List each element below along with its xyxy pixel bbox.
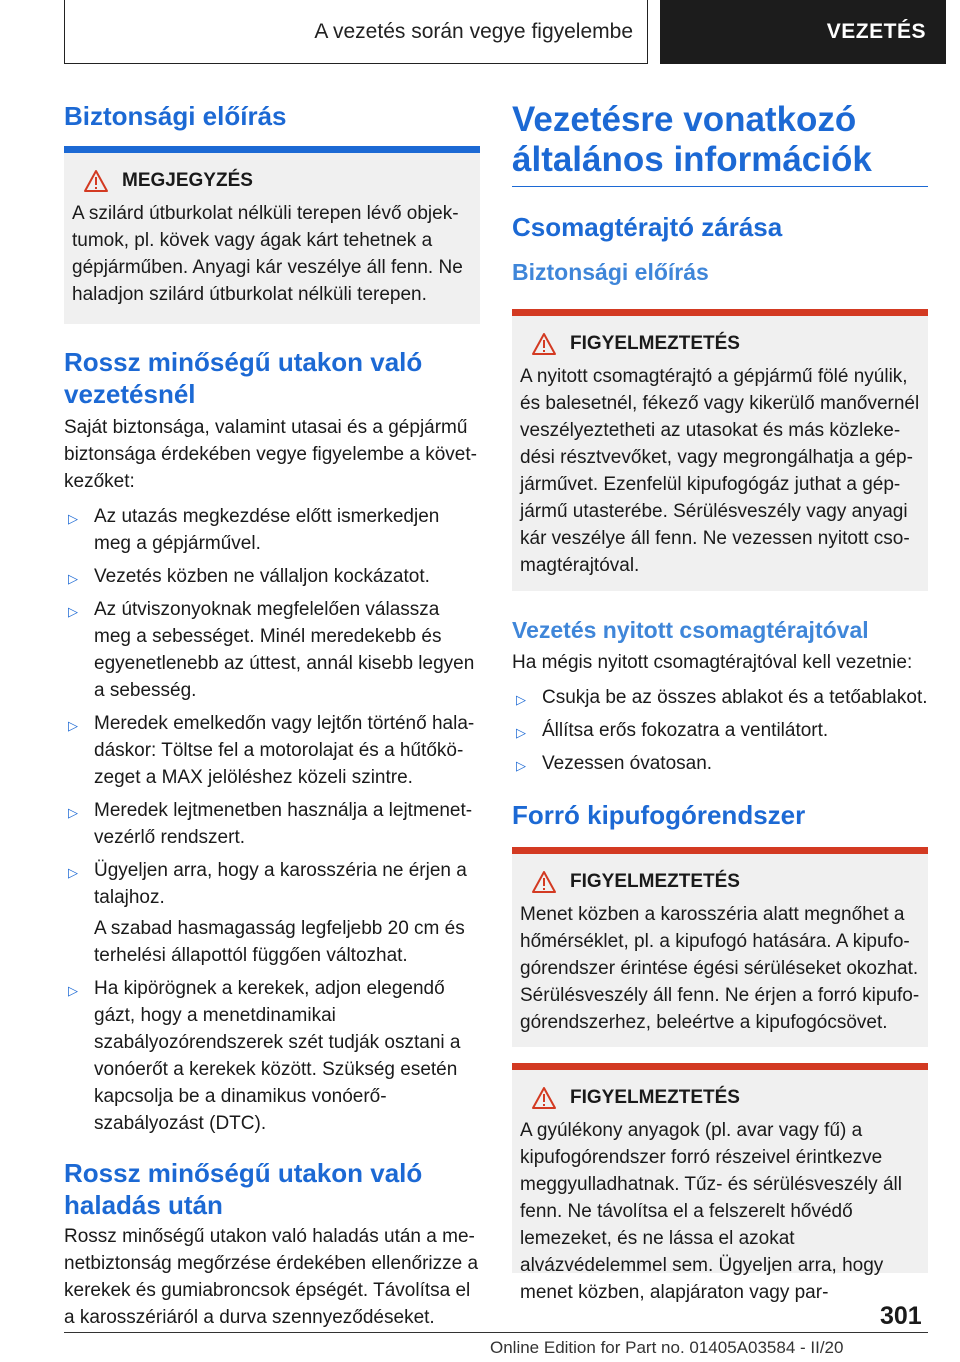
warning-title bbox=[520, 1084, 920, 1111]
footer-rule bbox=[64, 1332, 928, 1333]
open-trunk-heading: Vezetés nyitott csomagtérajtóval bbox=[512, 617, 869, 643]
list-item bbox=[512, 717, 928, 744]
warning-label: FIGYELMEZTETÉS bbox=[570, 871, 740, 892]
exhaust-heading: Forró kipufogórendszer bbox=[512, 800, 806, 830]
list-item-text: Állítsa erős fokozatra a ventilátort. bbox=[542, 720, 829, 741]
list-item bbox=[512, 750, 928, 777]
heading-rule bbox=[512, 186, 928, 187]
warning-box-exhaust bbox=[512, 847, 928, 1047]
triangle-bullet-icon: ▷ bbox=[68, 983, 78, 998]
list-item-text: Meredek lejtmenetben használja a lejtmenetvezérlő rendszert. bbox=[94, 800, 473, 848]
warning-box-flammable bbox=[512, 1063, 928, 1303]
note-text: A szilárd útburkolat nélküli terepen lévő objektumok, pl. kövek vagy ágak kárt tehetnek a gépjárműben. Anyagi kár veszélye áll fenn. Ne haladjon szilárd útburkolat nélküli terepen. bbox=[72, 203, 463, 305]
list-item-text: Csukja be az összes ablakot és a tetőablakot. bbox=[542, 687, 928, 708]
note-label: MEGJEGYZÉS bbox=[122, 170, 253, 191]
clearance-note: A szabad hasmagasság legfeljebb 20 cm és terhelési állapottól függően változhat. bbox=[94, 918, 465, 966]
list-item-text: Ügyeljen arra, hogy a karosszéria ne érjen a talajhoz. bbox=[94, 860, 467, 908]
warning-text: A gyúlékony anyagok (pl. avar vagy fű) a kipufogórendszer forró részeivel érintkezve meggyulladhatnak. Tűz- és sérülésveszély áll fenn. Ne távolítsa el a felszerelt hővédő lemezeket, és ne lássa el azokat alvázvédelemmel sem. Ügyeljen arra, hogy menet közben, alapjáraton vagy par- bbox=[520, 1120, 902, 1303]
header-chapter-tab bbox=[660, 0, 946, 64]
list-item-text: Vezessen óvatosan. bbox=[542, 753, 713, 774]
list-item bbox=[64, 975, 480, 1137]
trunk-safety-heading: Biztonsági előírás bbox=[512, 259, 709, 285]
triangle-bullet-icon: ▷ bbox=[516, 692, 526, 707]
header-section-text: A vezetés során vegye figyelembe bbox=[314, 19, 633, 43]
list-item-text: Az útviszonyoknak megfelelően válassza meg a sebességet. Minél meredekebb és egyenetlenebb az úttest, annál kisebb legyen a sebesség. bbox=[94, 599, 475, 701]
list-item-text: Vezetés közben ne vállaljon kockázatot. bbox=[94, 566, 430, 587]
list-item-text: Ha kipörögnek a kerekek, adjon elegendő gázt, hogy a menetdinamikai szabályozórendszerek szét tudják osztani a vonóerőt a kerekek között. Szükség esetén kapcsolja be a dinamikus vonóerő-szabályozást (DTC). bbox=[94, 978, 461, 1134]
spin-list bbox=[64, 975, 480, 1137]
triangle-bullet-icon: ▷ bbox=[68, 571, 78, 586]
right-column bbox=[512, 100, 928, 1303]
bad-roads-list bbox=[64, 503, 480, 911]
safety-heading: Biztonsági előírás bbox=[64, 101, 287, 131]
trunk-heading: Csomagtérajtó zárása bbox=[512, 212, 783, 242]
header-section-title bbox=[64, 0, 648, 64]
warning-triangle-icon bbox=[84, 170, 108, 192]
triangle-bullet-icon: ▷ bbox=[68, 511, 78, 526]
warning-text: Menet közben a karosszéria alatt megnőhet a hőmérséklet, pl. a kipufogó hatására. A kipufogórendszer érintése égési sérüléseket okozhat. Sérülésveszély áll fenn. Ne érjen a forró kipufogórendszerhez, beleértve a kipufogócsövet. bbox=[520, 904, 920, 1033]
warning-title bbox=[520, 868, 920, 895]
warning-label: FIGYELMEZTETÉS bbox=[570, 1087, 740, 1108]
list-item bbox=[64, 710, 480, 791]
triangle-bullet-icon: ▷ bbox=[68, 604, 78, 619]
triangle-bullet-icon: ▷ bbox=[68, 865, 78, 880]
bad-roads-intro: Saját biztonsága, valamint utasai és a gépjármű biztonsága érdekében vegye figyelembe a következőket: bbox=[64, 417, 477, 492]
list-item-text: Meredek emelkedőn vagy lejtőn történő haladáskor: Töltse fel a motorolajat és a hűtőközeget a MAX jelöléshez közeli szintre. bbox=[94, 713, 475, 788]
header-chapter-text: VEZETÉS bbox=[826, 20, 926, 43]
after-text: Rossz minőségű utakon való haladás után a menetbiztonság megőrzése érdekében ellenőrizze a kerekek és gumiabroncsok épségét. Távolítsa el a karosszériáról a durva szennyeződéseket. bbox=[64, 1226, 479, 1328]
list-item-text: Az utazás megkezdése előtt ismerkedjen meg a gépjárművel. bbox=[94, 506, 440, 554]
bad-roads-heading: Rossz minőségű utakon való vezetésnél bbox=[64, 347, 423, 409]
open-trunk-intro: Ha mégis nyitott csomagtérajtóval kell vezetnie: bbox=[512, 652, 913, 673]
open-trunk-list bbox=[512, 684, 928, 777]
footer-edition: Online Edition for Part no. 01405A03584 - II/20 bbox=[490, 1338, 844, 1357]
list-item bbox=[64, 503, 480, 557]
list-item bbox=[64, 563, 480, 590]
warning-triangle-icon bbox=[532, 871, 556, 893]
warning-box-trunk bbox=[512, 309, 928, 591]
warning-label: FIGYELMEZTETÉS bbox=[570, 333, 740, 354]
triangle-bullet-icon: ▷ bbox=[68, 718, 78, 733]
warning-title bbox=[520, 330, 920, 357]
list-item bbox=[512, 684, 928, 711]
note-box bbox=[64, 146, 480, 324]
list-item bbox=[64, 797, 480, 851]
warning-triangle-icon bbox=[532, 333, 556, 355]
list-item bbox=[64, 857, 480, 911]
page-number: 301 bbox=[880, 1302, 922, 1330]
triangle-bullet-icon: ▷ bbox=[68, 805, 78, 820]
after-heading: Rossz minőségű utakon való haladás után bbox=[64, 1158, 423, 1220]
warning-triangle-icon bbox=[532, 1087, 556, 1109]
note-title bbox=[72, 167, 472, 194]
main-heading: Vezetésre vonatkozó általános információk bbox=[512, 100, 872, 179]
list-item bbox=[64, 596, 480, 704]
warning-text: A nyitott csomagtérajtó a gépjármű fölé nyúlik, és balesetnél, fékező vagy kikerülő manővernél veszélyeztetheti az utasokat és más közlekedési résztvevőket, vagy megrongálhatja a gépjárművet. Ezenfelül kipufogógáz juthat a gépjármű utasterébe. Sérülésveszély vagy anyagi kár veszélye áll fenn. Ne vezessen nyitott csomagtérajtóval. bbox=[520, 366, 920, 576]
triangle-bullet-icon: ▷ bbox=[516, 758, 526, 773]
triangle-bullet-icon: ▷ bbox=[516, 725, 526, 740]
left-column bbox=[64, 100, 480, 1331]
